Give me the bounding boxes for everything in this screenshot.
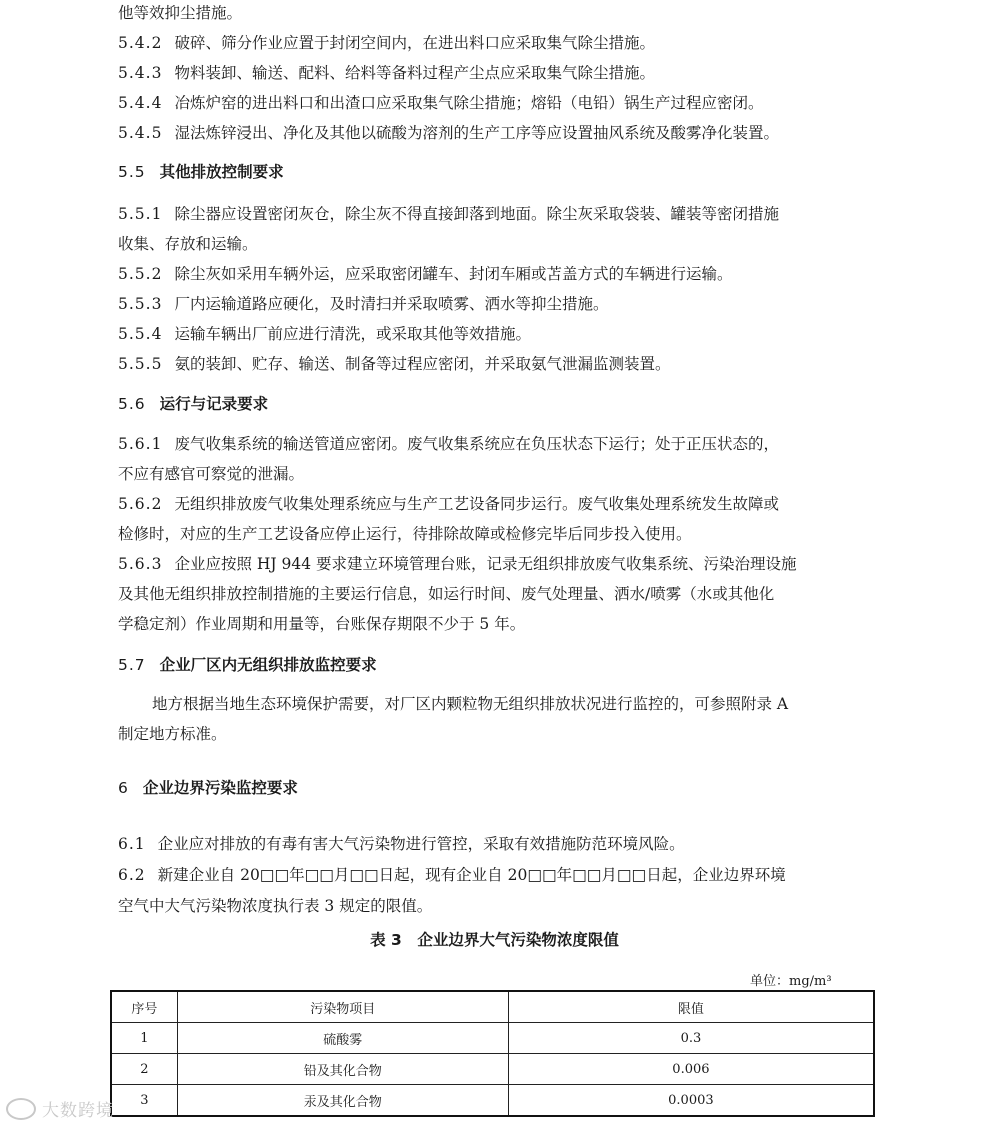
text-line: 检修时，对应的生产工艺设备应停止运行，待排除故障或检修完毕后同步投入使用。 <box>118 525 692 543</box>
clause-5-5-4: 5.5.4 运输车辆出厂前应进行清洗，或采取其他等效措施。 <box>118 325 531 343</box>
cell-limit: 0.0003 <box>508 1085 874 1117</box>
text-line: 他等效抑尘措施。 <box>118 4 243 22</box>
paragraph-line: 地方根据当地生态环境保护需要，对厂区内颗粒物无组织排放状况进行监控的，可参照附录 A <box>152 695 789 713</box>
clause-6-2: 6.2 新建企业自 20□□年□□月□□日起，现有企业自 20□□年□□月□□日起，企业边界环境 <box>118 866 786 884</box>
clause-5-6-1: 5.6.1 废气收集系统的输送管道应密闭。废气收集系统应在负压状态下运行；处于正压状态的， <box>118 435 779 453</box>
clause-5-5-1: 5.5.1 除尘器应设置密闭灰仓，除尘灰不得直接卸落到地面。除尘灰采取袋装、罐装等密闭措施 <box>118 205 779 223</box>
clause-6-1: 6.1 企业应对排放的有毒有害大气污染物进行管控，采取有效措施防范环境风险。 <box>118 835 685 853</box>
text-line: 及其他无组织排放控制措施的主要运行信息，如运行时间、废气处理量、洒水/喷雾（水或其他化 <box>118 585 775 603</box>
cell-pollutant: 硫酸雾 <box>177 1023 508 1054</box>
cell-serial: 1 <box>111 1023 177 1054</box>
cell-limit: 0.3 <box>508 1023 874 1054</box>
clause-5-6-2: 5.6.2 无组织排放废气收集处理系统应与生产工艺设备同步运行。废气收集处理系统发生故障或 <box>118 495 779 513</box>
section-heading-5-5: 5.5 其他排放控制要求 <box>118 163 284 181</box>
text-line: 不应有感官可察觉的泄漏。 <box>118 465 305 483</box>
text-line: 收集、存放和运输。 <box>118 235 258 253</box>
watermark: 大数跨境 <box>6 1096 114 1122</box>
text-line: 制定地方标准。 <box>118 725 227 743</box>
text-line: 学稳定剂）作业周期和用量等，台账保存期限不少于 5 年。 <box>118 615 526 633</box>
table-unit: 单位：mg/m³ <box>750 974 832 989</box>
cell-serial: 2 <box>111 1054 177 1085</box>
table-row <box>111 1023 874 1054</box>
clause-5-5-5: 5.5.5 氨的装卸、贮存、输送、制备等过程应密闭，并采取氨气泄漏监测装置。 <box>118 355 671 373</box>
table-header-row <box>111 991 874 1023</box>
table-row <box>111 1054 874 1085</box>
clause-5-4-2: 5.4.2 破碎、筛分作业应置于封闭空间内，在进出料口应采取集气除尘措施。 <box>118 34 655 52</box>
clause-5-5-2: 5.5.2 除尘灰如采用车辆外运，应采取密闭罐车、封闭车厢或苫盖方式的车辆进行运输。 <box>118 265 733 283</box>
clause-5-5-3: 5.5.3 厂内运输道路应硬化，及时清扫并采取喷雾、洒水等抑尘措施。 <box>118 295 609 313</box>
clause-5-4-4: 5.4.4 冶炼炉窑的进出料口和出渣口应采取集气除尘措施；熔铅（电铅）锅生产过程应密闭。 <box>118 94 764 112</box>
section-heading-5-7: 5.7 企业厂区内无组织排放监控要求 <box>118 656 377 674</box>
cell-pollutant: 汞及其化合物 <box>177 1085 508 1117</box>
header-limit: 限值 <box>508 991 874 1023</box>
watermark-logo-icon <box>6 1098 36 1120</box>
section-heading-5-6: 5.6 运行与记录要求 <box>118 395 269 413</box>
table-caption: 表 3 企业边界大气污染物浓度限值 <box>370 931 619 949</box>
cell-limit: 0.006 <box>508 1054 874 1085</box>
section-heading-6: 6 企业边界污染监控要求 <box>118 779 298 797</box>
text-line: 空气中大气污染物浓度执行表 3 规定的限值。 <box>118 897 433 915</box>
header-pollutant: 污染物项目 <box>177 991 508 1023</box>
header-serial: 序号 <box>111 991 177 1023</box>
cell-pollutant: 铅及其化合物 <box>177 1054 508 1085</box>
clause-5-6-3: 5.6.3 企业应按照 HJ 944 要求建立环境管理台账，记录无组织排放废气收集系统、污染治理设施 <box>118 555 797 573</box>
cell-serial: 3 <box>111 1085 177 1117</box>
table-row <box>111 1085 874 1117</box>
clause-5-4-3: 5.4.3 物料装卸、输送、配料、给料等备料过程产尘点应采取集气除尘措施。 <box>118 64 655 82</box>
pollutant-limits-table <box>110 990 875 1117</box>
clause-5-4-5: 5.4.5 湿法炼锌浸出、净化及其他以硫酸为溶剂的生产工序等应设置抽风系统及酸雾净化装置。 <box>118 124 779 142</box>
